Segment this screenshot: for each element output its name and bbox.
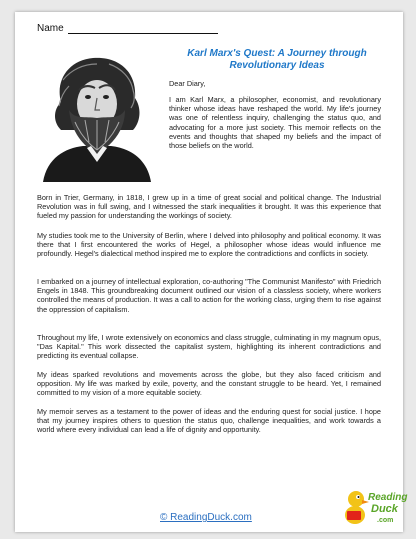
name-blank-line[interactable]: [68, 24, 218, 34]
paragraph-das-kapital: Throughout my life, I wrote extensively on economics and class struggle, culminating in my magnum opus, "Das Kapital." This work dissected the capitalist system, highlighting its inherent contradictions and predicting its eventual collapse.: [37, 333, 381, 361]
paragraph-revolutions: My ideas sparked revolutions and movements across the globe, but they also faced criticism and opposition. My life was marked by exile, poverty, and the constant struggle to be heard. Yet, I remained committed to my vision of a more equitable society.: [37, 370, 381, 398]
paragraph-birth: Born in Trier, Germany, in 1818, I grew up in a time of great social and political change. The Industrial Revolution was in full swing, and I witnessed the stark inequalities it brought. It was this experience that fueled my passion for understanding the workings of society.: [37, 193, 381, 221]
logo-text-reading: Reading: [368, 492, 408, 503]
worksheet-page: [15, 12, 408, 532]
logo-text-duck: Duck: [371, 503, 398, 515]
paragraph-manifesto: I embarked on a journey of intellectual exploration, co-authoring "The Communist Manifesto" with Friedrich Engels in 1848. This groundbreaking document outlined our vision of a classless society, where workers controlled the means of production. It was a call to action for the working class, urging them to rise against the oppression of capitalism.: [37, 277, 381, 314]
diary-greeting: Dear Diary,: [169, 79, 206, 88]
readingduck-link[interactable]: © ReadingDuck.com: [160, 512, 252, 523]
name-row: [37, 23, 218, 34]
karl-marx-portrait: [39, 50, 155, 182]
name-label: Name: [37, 23, 64, 34]
memoir-title: Karl Marx's Quest: A Journey through Revolutionary Ideas: [187, 48, 367, 71]
reading-duck-logo[interactable]: [341, 485, 408, 527]
paragraph-intro: I am Karl Marx, a philosopher, economist, and revolutionary thinker whose ideas have reshaped the world. My life's journey was one of relentless inquiry, challenging the status quo, and advocating for a more just society. This memoir reflects on the events and thoughts that shaped my beliefs and the impact of those beliefs on the world.: [169, 95, 381, 151]
paragraph-memoir: My memoir serves as a testament to the power of ideas and the enduring quest for social justice. I hope that my journey inspires others to question the status quo, challenge inequalities, and work towards a world where every individual can lead a life of dignity and opportunity.: [37, 407, 381, 435]
logo-text-com: .com: [377, 517, 394, 524]
paragraph-studies: My studies took me to the University of Berlin, where I delved into philosophy and political economy. It was there that I first encountered the works of Hegel, a philosopher whose ideas would influence me profoundly. Hegel's dialectical method inspired me to explore the contradictions and conflicts in society.: [37, 231, 381, 259]
